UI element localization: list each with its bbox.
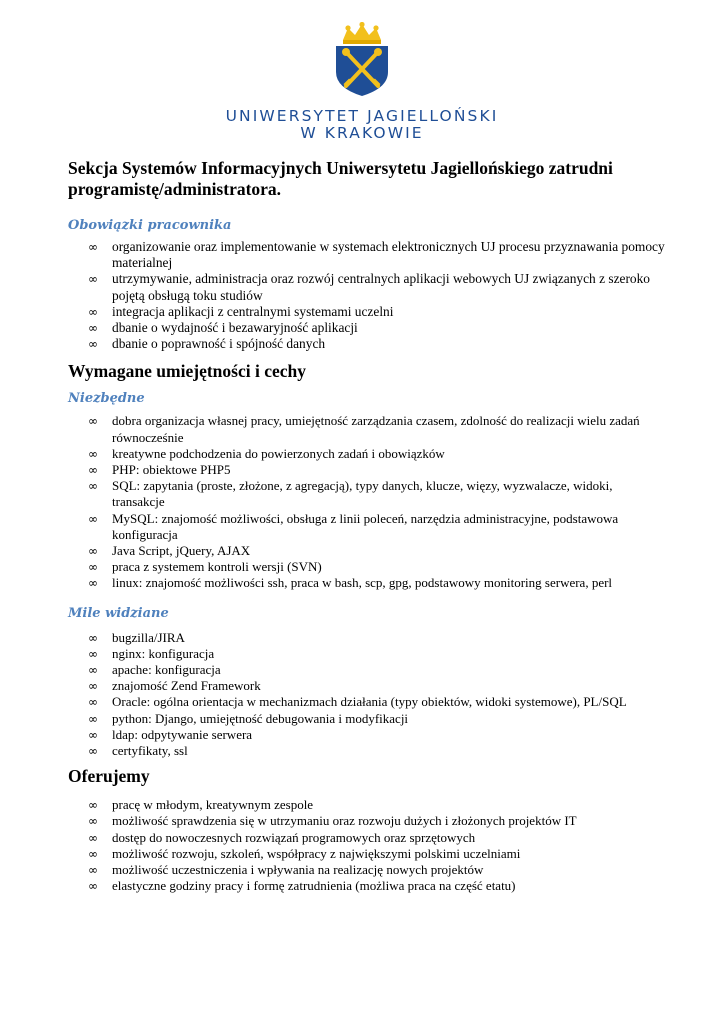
infinity-bullet-icon: ∞ xyxy=(88,663,98,678)
list-item xyxy=(68,239,668,271)
list-item xyxy=(68,478,668,510)
list-item xyxy=(68,711,668,727)
university-logo xyxy=(0,22,724,142)
list-item xyxy=(68,462,668,478)
list-item xyxy=(68,743,668,759)
university-name-line1: UNIWERSYTET JAGIELLOŃSKI xyxy=(225,107,499,125)
welcome-skills-list xyxy=(68,630,668,760)
list-item-text: możliwość sprawdzenia się w utrzymaniu oraz rozwoju dużych i złożonych projektów IT xyxy=(112,813,577,829)
list-item xyxy=(68,575,668,591)
list-item-text: elastyczne godziny pracy i formę zatrudnienia (możliwa praca na część etatu) xyxy=(112,878,516,894)
intro-heading: Sekcja Systemów Informacyjnych Uniwersytetu Jagiellońskiego zatrudni programistę/administratora. xyxy=(68,158,613,199)
list-item-text: python: Django, umiejętność debugowania i modyfikacji xyxy=(112,710,409,726)
list-item-text: ldap: odpytywanie serwera xyxy=(112,726,253,742)
list-item-text: linux: znajomość możliwości ssh, praca w bash, scp, gpg, podstawowy monitoring serwera, perl xyxy=(112,575,613,591)
infinity-bullet-icon: ∞ xyxy=(88,576,98,591)
list-item xyxy=(68,271,668,303)
list-item xyxy=(68,846,668,862)
list-item-text: PHP: obiektowe PHP5 xyxy=(112,462,231,478)
duties-heading: Obowiązki pracownika xyxy=(68,218,232,233)
list-item xyxy=(68,304,668,320)
list-item xyxy=(68,336,668,352)
list-item-text: praca z systemem kontroli wersji (SVN) xyxy=(112,559,322,575)
infinity-bullet-icon: ∞ xyxy=(88,446,98,461)
infinity-bullet-icon: ∞ xyxy=(88,463,98,478)
offer-heading: Oferujemy xyxy=(68,766,150,787)
infinity-bullet-icon: ∞ xyxy=(88,863,98,878)
document-content xyxy=(68,158,668,895)
list-item-text: dbanie o poprawność i spójność danych xyxy=(112,336,326,352)
list-item-text: MySQL: znajomość możliwości, obsługa z linii poleceń, narzędzia administracyjne, podstawowa konfiguracja xyxy=(112,510,619,542)
list-item-text: znajomość Zend Framework xyxy=(112,678,261,694)
list-item xyxy=(68,543,668,559)
infinity-bullet-icon: ∞ xyxy=(88,337,98,352)
list-item xyxy=(68,559,668,575)
list-item-text: możliwość uczestniczenia i wpływania na realizację nowych projektów xyxy=(112,862,484,878)
list-item xyxy=(68,320,668,336)
list-item-text: kreatywne podchodzenia do powierzonych zadań i obowiązków xyxy=(112,445,445,461)
list-item-text: Java Script, jQuery, AJAX xyxy=(112,543,251,559)
list-item-text: Oracle: ogólna orientacja w mechanizmach działania (typy obiektów, widoki systemowe), PL/SQL xyxy=(112,694,627,710)
list-item-text: utrzymywanie, administracja oraz rozwój centralnych aplikacji webowych UJ związanych z szeroko pojętą obsługą toku studiów xyxy=(112,271,651,303)
list-item xyxy=(68,694,668,710)
infinity-bullet-icon: ∞ xyxy=(88,711,98,726)
infinity-bullet-icon: ∞ xyxy=(88,414,98,429)
offer-list xyxy=(68,797,668,894)
list-item-text: nginx: konfiguracja xyxy=(112,645,215,661)
list-item-text: możliwość rozwoju, szkoleń, współpracy z największymi polskimi uczelniami xyxy=(112,845,521,861)
infinity-bullet-icon: ∞ xyxy=(88,646,98,661)
infinity-bullet-icon: ∞ xyxy=(88,846,98,861)
university-name-line2: W KRAKOWIE xyxy=(300,124,424,142)
list-item xyxy=(68,413,668,445)
required-skills-list xyxy=(68,413,668,591)
list-item xyxy=(68,511,668,543)
list-item-text: dbanie o wydajność i bezawaryjność aplikacji xyxy=(112,320,358,336)
infinity-bullet-icon: ∞ xyxy=(88,814,98,829)
list-item xyxy=(68,446,668,462)
infinity-bullet-icon: ∞ xyxy=(88,744,98,759)
list-item-text: bugzilla/JIRA xyxy=(112,629,185,645)
list-item-text: apache: konfiguracja xyxy=(112,662,221,678)
infinity-bullet-icon: ∞ xyxy=(88,560,98,575)
list-item-text: integracja aplikacji z centralnymi systemami uczelni xyxy=(112,303,394,319)
list-item xyxy=(68,662,668,678)
list-item xyxy=(68,646,668,662)
list-item xyxy=(68,630,668,646)
infinity-bullet-icon: ∞ xyxy=(88,830,98,845)
list-item xyxy=(68,797,668,813)
list-item xyxy=(68,727,668,743)
list-item-text: dostęp do nowoczesnych rozwiązań programowych oraz sprzętowych xyxy=(112,829,476,845)
list-item xyxy=(68,813,668,829)
infinity-bullet-icon: ∞ xyxy=(88,511,98,526)
infinity-bullet-icon: ∞ xyxy=(88,272,98,287)
infinity-bullet-icon: ∞ xyxy=(88,695,98,710)
infinity-bullet-icon: ∞ xyxy=(88,544,98,559)
infinity-bullet-icon: ∞ xyxy=(88,321,98,336)
required-skills-heading: Niezbędne xyxy=(68,391,145,407)
list-item xyxy=(68,678,668,694)
list-item-text: SQL: zapytania (proste, złożone, z agregacją), typy danych, klucze, więzy, wyzwalacze, widoki, transakcje xyxy=(112,478,613,510)
list-item xyxy=(68,862,668,878)
welcome-skills-heading: Mile widziane xyxy=(68,605,169,621)
duties-list xyxy=(68,239,668,352)
infinity-bullet-icon: ∞ xyxy=(88,879,98,894)
list-item-text: certyfikaty, ssl xyxy=(112,743,188,759)
list-item xyxy=(68,878,668,894)
skills-heading: Wymagane umiejętności i cechy xyxy=(68,361,306,382)
infinity-bullet-icon: ∞ xyxy=(88,679,98,694)
infinity-bullet-icon: ∞ xyxy=(88,240,98,254)
infinity-bullet-icon: ∞ xyxy=(88,479,98,494)
infinity-bullet-icon: ∞ xyxy=(88,304,98,319)
university-name xyxy=(0,108,724,142)
list-item-text: dobra organizacja własnej pracy, umiejętność zarządzania czasem, zdolność do realizacji wielu zadań równocześnie xyxy=(112,413,640,445)
university-crest-icon xyxy=(326,22,398,96)
list-item-text: organizowanie oraz implementowanie w systemach elektronicznych UJ procesu przyznawania pomocy materialnej xyxy=(112,239,665,271)
list-item-text: pracę w młodym, kreatywnym zespole xyxy=(112,797,314,813)
infinity-bullet-icon: ∞ xyxy=(88,798,98,813)
infinity-bullet-icon: ∞ xyxy=(88,630,98,645)
infinity-bullet-icon: ∞ xyxy=(88,727,98,742)
list-item xyxy=(68,830,668,846)
